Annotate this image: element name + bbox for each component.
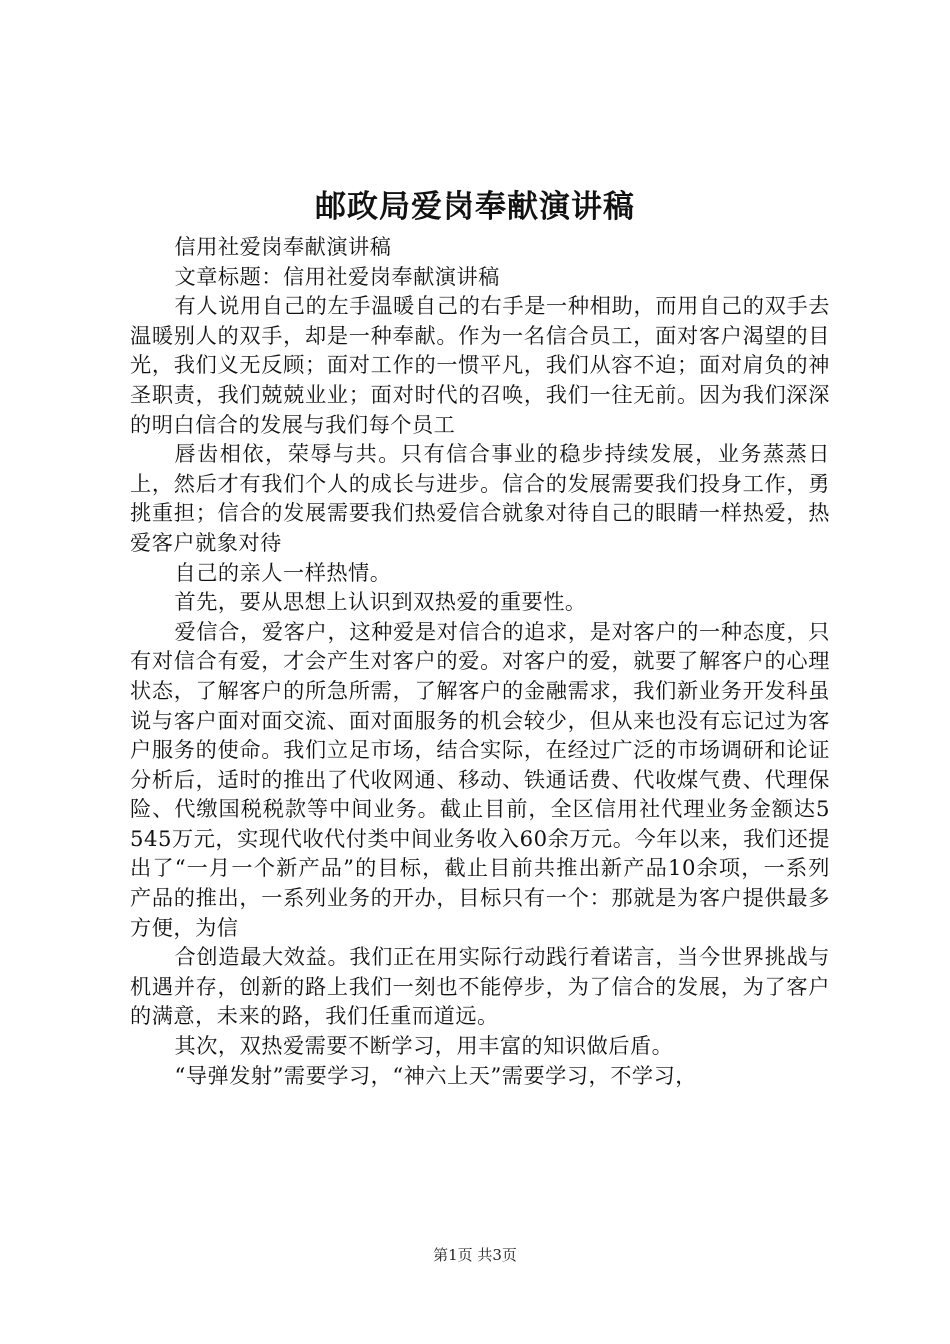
- paragraph: 自己的亲人一样热情。: [174, 559, 392, 585]
- paragraph: 合创造最大效益。我们正在用实际行动践行着诺言，当今世界挑战与机遇并存，创新的路上我们一刻也不能停步，为了信合的发展，为了客户的满意，未来的路，我们任重而道远。: [130, 944, 830, 1029]
- document-body: [130, 232, 830, 1090]
- paragraph: “导弹发射”需要学习，“神六上天”需要学习，不学习，: [174, 1062, 697, 1088]
- paragraph: 信用社爱岗奉献演讲稿: [174, 234, 392, 259]
- paragraph: 其次，双热爱需要不断学习，用丰富的知识做后盾。: [174, 1033, 674, 1059]
- document-title: 邮政局爱岗奉献演讲稿: [315, 189, 635, 225]
- paragraph: 文章标题：信用社爱岗奉献演讲稿: [174, 263, 500, 289]
- paragraph: 首先，要从思想上认识到双热爱的重要性。: [174, 589, 587, 615]
- page-footer: 第1页 共3页: [433, 1246, 517, 1264]
- paragraph: 有人说用自己的左手温暖自己的右手是一种相助，而用自己的双手去温暖别人的双手，却是一种奉献。作为一名信合员工，面对客户渴望的目光，我们义无反顾；面对工作的一惯平凡，我们从容不迫；面对肩负的神圣职责，我们兢兢业业；面对时代的召唤，我们一往无前。因为我们深深的明白信合的发展与我们每个员工: [130, 293, 830, 437]
- paragraph: 唇齿相依，荣辱与共。只有信合事业的稳步持续发展，业务蒸蒸日上，然后才有我们个人的成长与进步。信合的发展需要我们投身工作，勇挑重担；信合的发展需要我们热爱信合就象对待自己的眼睛一样热爱，热爱客户就象对待: [130, 441, 830, 555]
- paragraph: 爱信合，爱客户，这种爱是对信合的追求，是对客户的一种态度，只有对信合有爱，才会产生对客户的爱。对客户的爱，就要了解客户的心理状态，了解客户的所急所需，了解客户的金融需求，我们新业务开发科虽说与客户面对面交流、面对面服务的机会较少，但从来也没有忘记过为客户服务的使命。我们立足市场，结合实际，在经过广泛的市场调研和论证分析后，适时的推出了代收网通、移动、铁通话费、代收煤气费、代理保险、代缴国税税款等中间业务。截止目前，全区信用社代理业务金额达5545万元，实现代收代付类中间业务收入60余万元。今年以来，我们还提出了“一月一个新产品”的目标，截止目前共推出新产品10余项，一系列产品的推出，一系列业务的开办，目标只有一个：那就是为客户提供最多方便，为信: [130, 618, 830, 940]
